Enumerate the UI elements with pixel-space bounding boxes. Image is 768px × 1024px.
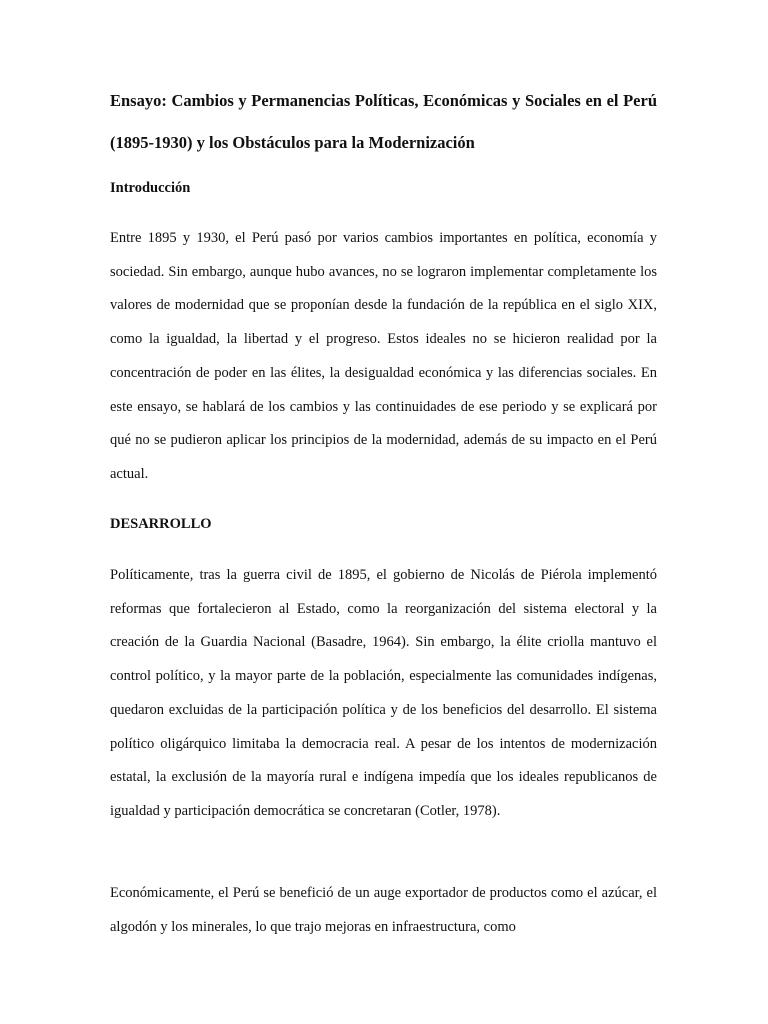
economic-paragraph: Económicamente, el Perú se benefició de un auge exportador de productos como el azúcar, el algodón y los minerales, lo que trajo mejoras en infraestructura, como <box>110 885 657 935</box>
introduction-paragraph: Entre 1895 y 1930, el Perú pasó por varios cambios importantes en política, economía y sociedad. Sin embargo, aunque hubo avances, no se lograron implementar completamente los valores de modernidad que se proponían desde la fundación de la república en el siglo XIX, como la igualdad, la libertad y el progreso. Estos ideales no se hicieron realidad por la concentración de poder en las élites, la desigualdad económica y las diferencias sociales. En este ensayo, se hablará de los cambios y las continuidades de ese periodo y se explicará por qué no se pudieron aplicar los principios de la modernidad, además de su impacto en el Perú actual. <box>110 230 657 482</box>
political-paragraph: Políticamente, tras la guerra civil de 1895, el gobierno de Nicolás de Piérola implementó reformas que fortalecieron al Estado, como la reorganización del sistema electoral y la creación de la Guardia Nacional (Basadre, 1964). Sin embargo, la élite criolla mantuvo el control político, y la mayor parte de la población, especialmente las comunidades indígenas, quedaron excluidas de la participación política y de los beneficios del desarrollo. El sistema político oligárquico limitaba la democracia real. A pesar de los intentos de modernización estatal, la exclusión de la mayoría rural e indígena impedía que los ideales republicanos de igualdad y participación democrática se concretaran (Cotler, 1978). <box>110 567 657 819</box>
development-heading: DESARROLLO <box>110 516 212 532</box>
introduction-heading: Introducción <box>110 180 191 196</box>
essay-title: Ensayo: Cambios y Permanencias Políticas, Económicas y Sociales en el Perú (1895-1930) y los Obstáculos para la Modernización <box>110 91 657 152</box>
